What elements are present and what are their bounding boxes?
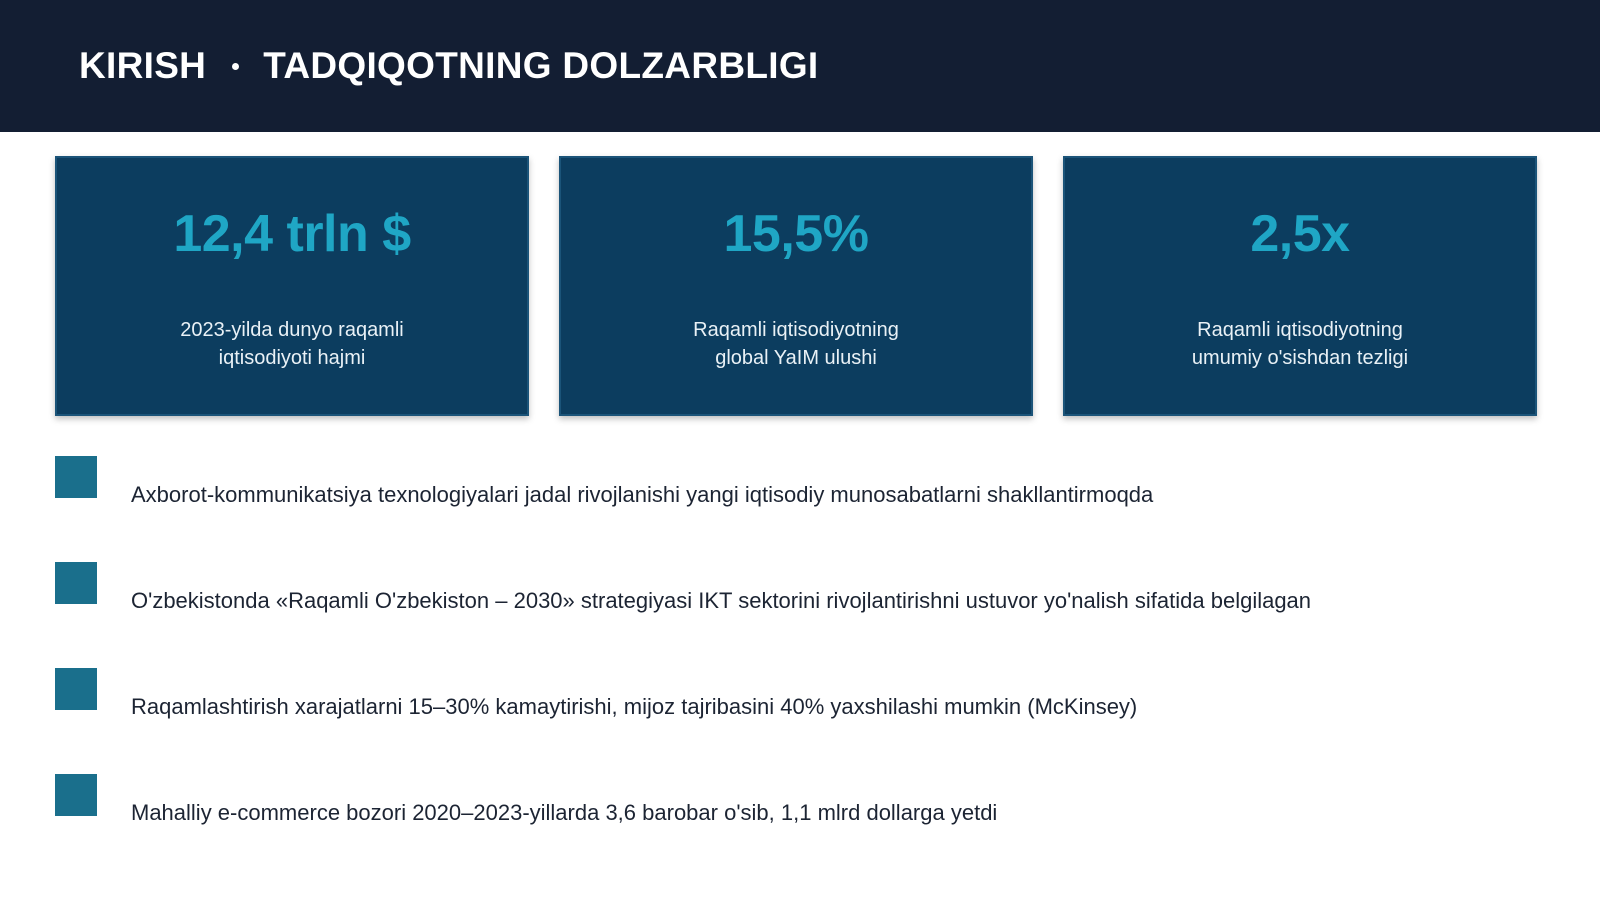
bullet-item — [55, 774, 1537, 880]
stat-card-digital-economy-size — [55, 156, 529, 416]
separator-dot — [232, 63, 239, 70]
stat-cards — [55, 156, 1537, 416]
stat-card-growth-speed — [1063, 156, 1537, 416]
bullet-item — [55, 456, 1537, 562]
stat-label — [646, 316, 946, 372]
stat-label-line: 2023-yilda dunyo raqamli — [180, 319, 404, 341]
stat-label — [142, 316, 442, 372]
stat-card-gdp-share — [559, 156, 1033, 416]
stat-label-line: Raqamli iqtisodiyotning — [1197, 319, 1403, 341]
square-bullet-icon — [55, 668, 97, 710]
stat-label-line: Raqamli iqtisodiyotning — [693, 319, 899, 341]
stat-label — [1150, 316, 1450, 372]
bullet-list — [55, 456, 1537, 880]
stat-label-line: iqtisodiyoti hajmi — [218, 347, 366, 369]
stat-value: 12,4 trln $ — [173, 205, 411, 263]
bullet-text: Raqamlashtirish xarajatlarni 15–30% kamaytirishi, mijoz tajribasini 40% yaxshilashi mumkin (McKinsey) — [131, 694, 1138, 719]
square-bullet-icon — [55, 774, 97, 816]
bullet-text: O'zbekistonda «Raqamli O'zbekiston – 2030» strategiyasi IKT sektorini rivojlantirishni ustuvor yo'nalish sifatida belgilagan — [131, 588, 1312, 613]
stat-label-line: umumiy o'sishdan tezligi — [1191, 347, 1409, 369]
bullet-item — [55, 562, 1537, 668]
square-bullet-icon — [55, 562, 97, 604]
stat-label-line: global YaIM ulushi — [715, 347, 877, 369]
bullet-item — [55, 668, 1537, 774]
slide-title — [79, 45, 819, 87]
bullet-text: Mahalliy e-commerce bozori 2020–2023-yillarda 3,6 barobar o'sib, 1,1 mlrd dollarga yetdi — [131, 800, 998, 825]
square-bullet-icon — [55, 456, 97, 498]
stat-value: 15,5% — [723, 205, 869, 263]
section-label: KIRISH — [79, 45, 207, 86]
title-text: TADQIQOTNING DOLZARBLIGI — [263, 45, 819, 86]
bullet-text: Axborot-kommunikatsiya texnologiyalari jadal rivojlanishi yangi iqtisodiy munosabatlarni shakllantirmoqda — [131, 482, 1154, 507]
slide-header — [0, 0, 1600, 132]
stat-value: 2,5x — [1250, 205, 1350, 263]
